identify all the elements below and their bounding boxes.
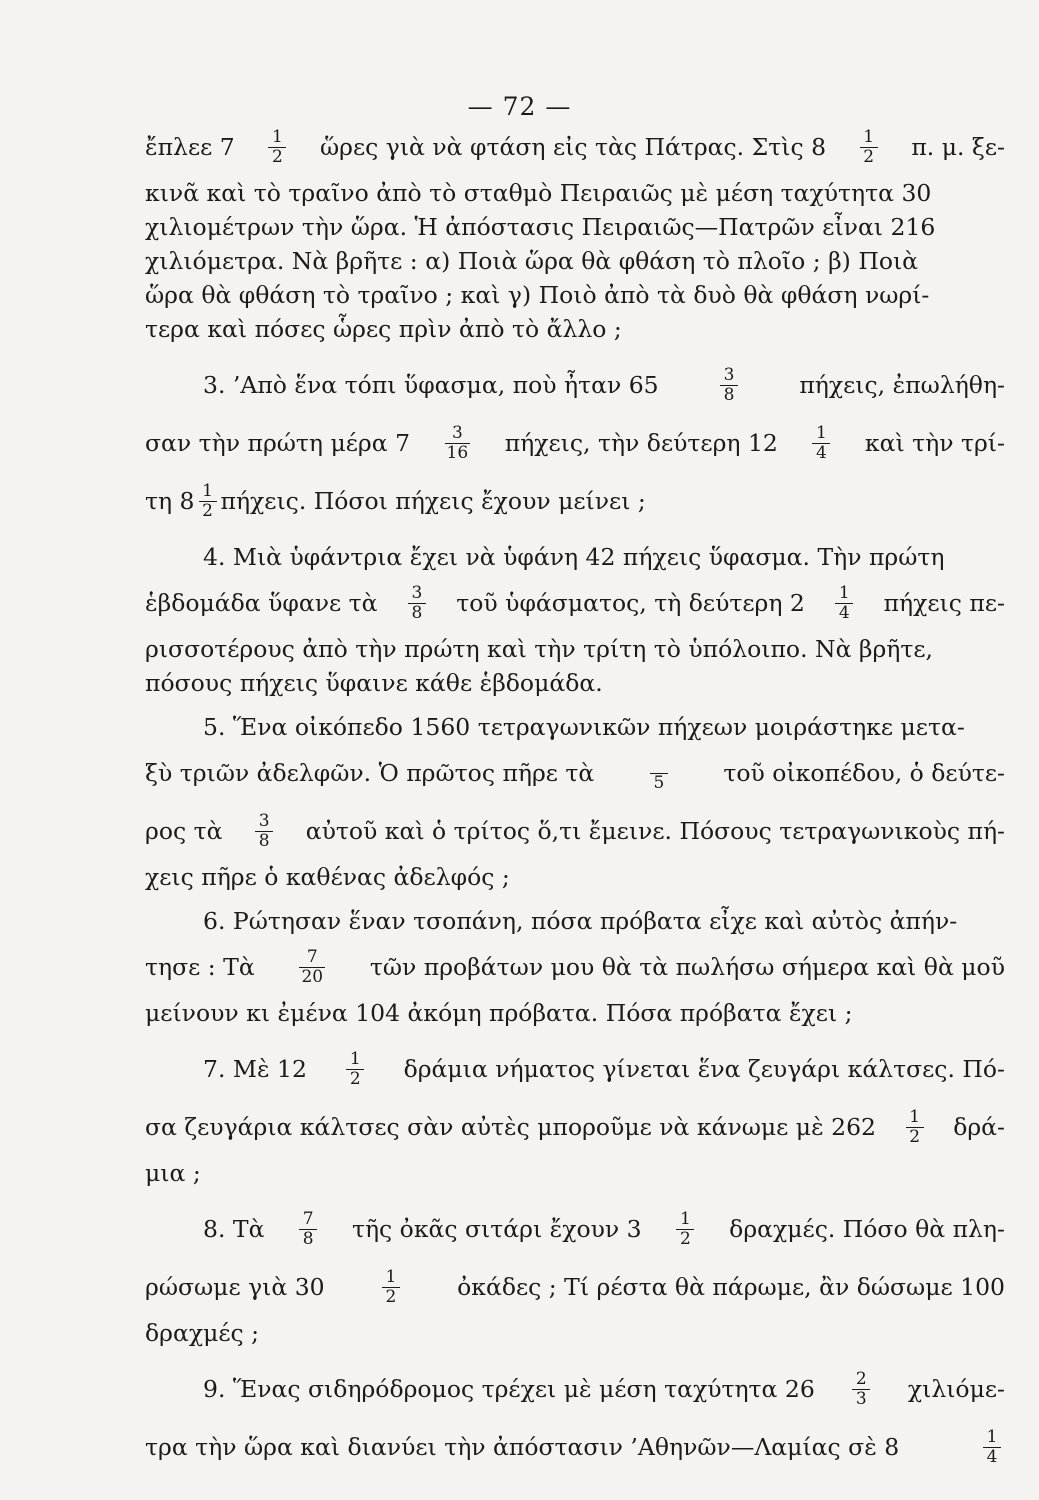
- text-line: [145, 574, 1005, 632]
- text-run: τοῦ οἰκοπέδου, ὁ δεύτε-: [723, 759, 1005, 787]
- text-run: 9. Ἕνας σιδηρόδρομος τρέχει μὲ μέση ταχύτητα 26: [203, 1375, 815, 1403]
- text-run: τῶν προβάτων μου θὰ τὰ πωλήσω σήμερα καὶ θὰ μοῦ: [369, 953, 1005, 981]
- fraction: [983, 1426, 1001, 1467]
- text-run: αὐτοῦ καὶ ὁ τρίτος ὅ,τι ἔμεινε. Πόσους τετραγωνικοὺς πή-: [305, 817, 1005, 845]
- fraction: [906, 1106, 924, 1147]
- page-number: — 72 —: [467, 92, 572, 121]
- text-run: ἑβδομάδα ὕφανε τὰ: [145, 589, 378, 617]
- text-run: ξὺ τριῶν ἀδελφῶν. Ὁ πρῶτος πῆρε τὰ: [145, 759, 595, 787]
- fraction-numerator: 1: [202, 480, 213, 501]
- fraction: [199, 480, 217, 521]
- fraction-denominator: 8: [411, 602, 423, 623]
- fraction-denominator: 8: [258, 830, 270, 851]
- fraction: [408, 582, 426, 623]
- text-line: [145, 1098, 1005, 1156]
- text-run: σαν τὴν πρώτη μέρα 7: [145, 429, 411, 457]
- text-line: [145, 904, 1005, 938]
- fraction: [720, 364, 738, 405]
- text-line: [145, 1156, 1005, 1190]
- fraction-denominator: 2: [385, 1286, 397, 1307]
- fraction: [382, 1266, 400, 1307]
- fraction: [299, 1208, 317, 1249]
- problem-text: [145, 118, 1005, 1476]
- text-run: δρά-: [953, 1113, 1005, 1141]
- text-run: τησε : Τὰ: [145, 953, 255, 981]
- text-run: πήχεις. Πόσοι πήχεις ἔχουν μείνει ;: [220, 487, 646, 515]
- text-line: [145, 540, 1005, 574]
- fraction-numerator: 3: [258, 810, 270, 831]
- text-run: δράμια νήματος γίνεται ἕνα ζευγάρι κάλτσες. Πό-: [403, 1055, 1005, 1083]
- text-run: δραχμές. Πόσο θὰ πλη-: [729, 1215, 1005, 1243]
- fraction-denominator: 2: [349, 1068, 361, 1089]
- fraction-numerator: 1: [863, 126, 875, 147]
- fraction-numerator: 2: [855, 1368, 867, 1389]
- text-line: [145, 414, 1005, 472]
- text-run: πήχεις, ἐπωλήθη-: [799, 371, 1005, 399]
- fraction-denominator: 4: [986, 1446, 998, 1467]
- fraction-numerator: 7: [306, 946, 318, 967]
- fraction-denominator: 20: [301, 966, 324, 987]
- text-line: [145, 472, 1005, 530]
- text-line: [145, 1200, 1005, 1258]
- text-run: 5. Ἕνα οἰκόπεδο 1560 τετραγωνικῶν πήχεων μοιράστηκε μετα-: [203, 713, 965, 741]
- fraction: [852, 1368, 870, 1409]
- text-run: ὥρα θὰ φθάση τὸ τραῖνο ; καὶ γ) Ποιὸ ἀπὸ τὰ δυὸ θὰ φθάση νωρί-: [145, 281, 930, 309]
- fraction-denominator: 4: [815, 442, 827, 463]
- fraction-denominator: 4: [838, 602, 850, 623]
- text-line: [145, 176, 1005, 210]
- fraction-numerator: 1: [838, 582, 850, 603]
- fraction-numerator: 3: [451, 422, 463, 443]
- text-run: τερα καὶ πόσες ὧρες πρὶν ἀπὸ τὸ ἄλλο ;: [145, 315, 622, 343]
- fraction-numerator: 1: [349, 1048, 361, 1069]
- fraction: [812, 422, 830, 463]
- fraction-numerator: 1: [385, 1266, 397, 1287]
- text-line: [145, 312, 1005, 346]
- text-run: χιλιόμε-: [907, 1375, 1005, 1403]
- text-run: π. μ. ξε-: [911, 133, 1005, 161]
- fraction: [346, 1048, 364, 1089]
- text-run: χεις πῆρε ὁ καθένας ἀδελφός ;: [145, 863, 510, 891]
- fraction-denominator: 8: [302, 1228, 314, 1249]
- fraction-numerator: 3: [723, 364, 735, 385]
- fraction-numerator: [657, 755, 661, 773]
- text-line: [145, 938, 1005, 996]
- text-run: μια ;: [145, 1159, 201, 1187]
- text-line: [145, 244, 1005, 278]
- text-run: τῆς ὀκᾶς σιτάρι ἔχουν 3: [351, 1215, 642, 1243]
- text-line: [145, 710, 1005, 744]
- text-run: πήχεις, τὴν δεύτερη 12: [504, 429, 778, 457]
- text-line: [145, 802, 1005, 860]
- text-line: [145, 1360, 1005, 1418]
- text-run: τη 8: [145, 487, 195, 515]
- fraction-denominator: 5: [653, 772, 665, 793]
- text-line: [145, 996, 1005, 1030]
- fraction-denominator: 8: [723, 384, 735, 405]
- text-run: τοῦ ὑφάσματος, τὴ δεύτερη 2: [456, 589, 805, 617]
- fraction-numerator: 1: [679, 1208, 691, 1229]
- fraction-numerator: 1: [986, 1426, 998, 1447]
- fraction: [650, 755, 668, 792]
- fraction: [835, 582, 853, 623]
- text-run: 4. Μιὰ ὑφάντρια ἔχει νὰ ὑφάνη 42 πήχεις ὕφασμα. Τὴν πρώτη: [203, 543, 945, 571]
- text-run: κινᾶ καὶ τὸ τραῖνο ἀπὸ τὸ σταθμὸ Πειραιῶς μὲ μέση ταχύτητα 30: [145, 179, 932, 207]
- text-line: [145, 1316, 1005, 1350]
- text-run: πόσους πήχεις ὕφαινε κάθε ἑβδομάδα.: [145, 669, 603, 697]
- text-run: 7. Μὲ 12: [203, 1055, 307, 1083]
- text-run: χιλιομέτρων τὴν ὥρα. Ἡ ἀπόστασις Πειραιῶς—Πατρῶν εἶναι 216: [145, 213, 936, 241]
- text-run: 6. Ρώτησαν ἕναν τσοπάνη, πόσα πρόβατα εἶχε καὶ αὐτὸς ἀπήν-: [203, 907, 958, 935]
- text-run: ἔπλεε 7: [145, 133, 235, 161]
- text-run: ρος τὰ: [145, 817, 223, 845]
- text-line: [145, 1258, 1005, 1316]
- text-line: [145, 632, 1005, 666]
- fraction-numerator: 7: [302, 1208, 314, 1229]
- fraction: [255, 810, 273, 851]
- text-run: σα ζευγάρια κάλτσες σὰν αὐτὲς μποροῦμε νὰ κάνωμε μὲ 262: [145, 1113, 877, 1141]
- fraction: [860, 126, 878, 167]
- text-run: χιλιόμετρα. Νὰ βρῆτε : α) Ποιὰ ὥρα θὰ φθάση τὸ πλοῖο ; β) Ποιὰ: [145, 247, 919, 275]
- text-run: ρισσοτέρους ἀπὸ τὴν πρώτη καὶ τὴν τρίτη τὸ ὑπόλοιπο. Νὰ βρῆτε,: [145, 635, 934, 663]
- text-line: [145, 744, 1005, 802]
- text-run: 8. Τὰ: [203, 1215, 265, 1243]
- text-run: καὶ τὴν τρί-: [864, 429, 1005, 457]
- text-line: [145, 1040, 1005, 1098]
- text-run: ρώσωμε γιὰ 30: [145, 1273, 325, 1301]
- text-line: [145, 278, 1005, 312]
- fraction: [676, 1208, 694, 1249]
- fraction-numerator: 1: [815, 422, 827, 443]
- text-run: δραχμές ;: [145, 1319, 260, 1347]
- text-line: [145, 356, 1005, 414]
- fraction-denominator: 2: [863, 146, 875, 167]
- text-line: [145, 1418, 1005, 1476]
- text-run: μείνουν κι ἐμένα 104 ἀκόμη πρόβατα. Πόσα πρόβατα ἔχει ;: [145, 999, 853, 1027]
- text-run: πήχεις πε-: [883, 589, 1005, 617]
- fraction-denominator: 2: [271, 146, 283, 167]
- fraction-denominator: 3: [855, 1388, 867, 1409]
- text-line: [145, 860, 1005, 894]
- text-run: 3. ’Απὸ ἕνα τόπι ὕφασμα, ποὺ ἦταν 65: [203, 371, 659, 399]
- fraction-numerator: 1: [909, 1106, 921, 1127]
- fraction: [299, 946, 325, 987]
- fraction-numerator: 3: [411, 582, 423, 603]
- fraction-denominator: 2: [202, 500, 213, 521]
- fraction: [268, 126, 286, 167]
- text-line: [145, 666, 1005, 700]
- fraction-denominator: 2: [679, 1228, 691, 1249]
- text-run: ὀκάδες ; Τί ρέστα θὰ πάρωμε, ἂν δώσωμε 100: [457, 1273, 1005, 1301]
- fraction-numerator: 1: [271, 126, 283, 147]
- fraction-denominator: 16: [446, 442, 469, 463]
- text-run: ὥρες γιὰ νὰ φτάση εἰς τὰς Πάτρας. Στὶς 8: [320, 133, 827, 161]
- fraction: [445, 422, 471, 463]
- text-line: [145, 118, 1005, 176]
- fraction-denominator: 2: [909, 1126, 921, 1147]
- text-line: [145, 210, 1005, 244]
- text-run: τρα τὴν ὥρα καὶ διανύει τὴν ἀπόστασιν ’Αθηνῶν—Λαμίας σὲ 8: [145, 1433, 900, 1461]
